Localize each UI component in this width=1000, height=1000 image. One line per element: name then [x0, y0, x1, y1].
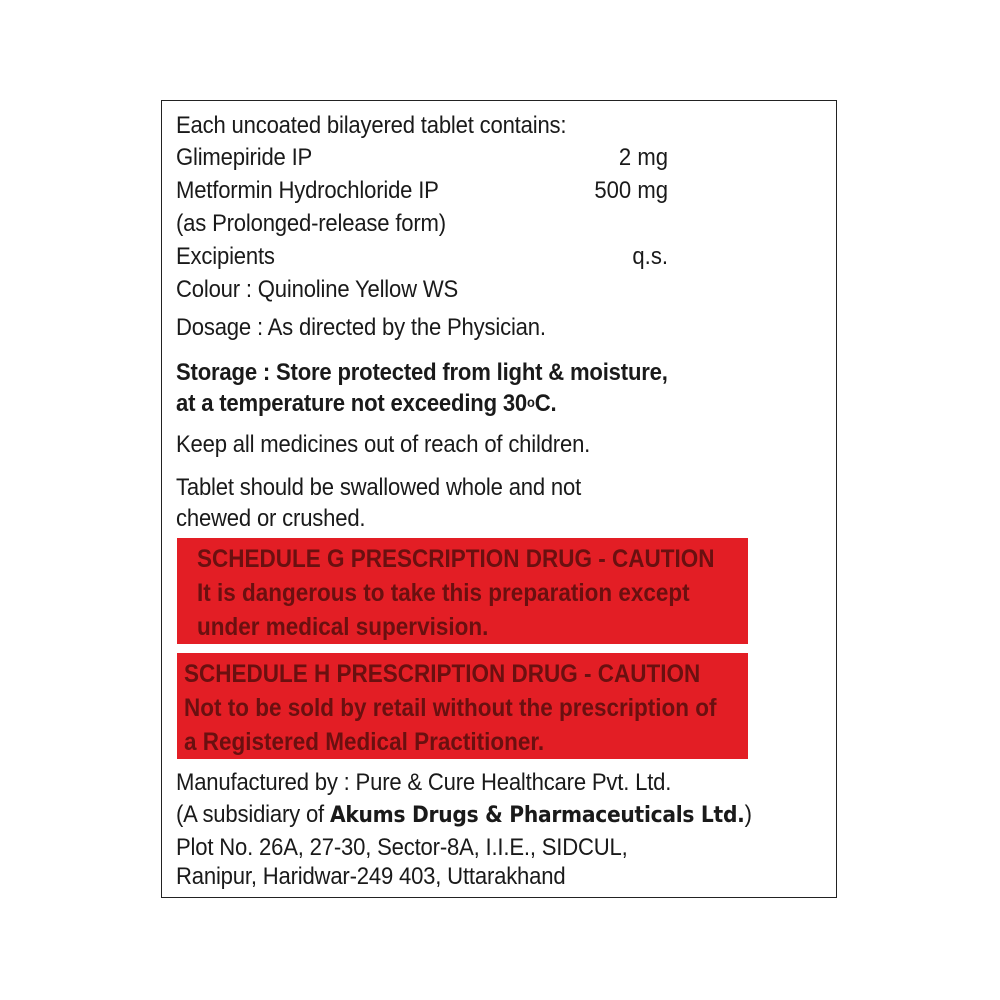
dosage-line: Dosage : As directed by the Physician.: [176, 314, 546, 341]
swallow-line-1: Tablet should be swallowed whole and not: [176, 474, 582, 501]
children-warning: Keep all medicines out of reach of children.: [176, 431, 591, 458]
composition-heading: Each uncoated bilayered tablet contains:: [176, 112, 567, 139]
subsidiary-prefix: (A subsidiary of: [176, 801, 330, 828]
storage-line-2: [176, 389, 556, 419]
storage-line-1: Storage : Store protected from light & moisture,: [176, 359, 668, 386]
schedule-g-line-2: It is dangerous to take this preparation except: [197, 579, 690, 607]
degree-mark: o: [527, 394, 535, 410]
ingredient-name-3: (as Prolonged-release form): [176, 210, 446, 237]
parent-brand-name: Akums Drugs & Pharmaceuticals Ltd.: [329, 803, 745, 828]
schedule-h-caution-box: [177, 653, 748, 759]
schedule-g-title: SCHEDULE G PRESCRIPTION DRUG - CAUTION: [197, 545, 715, 573]
ingredient-name-2: Metformin Hydrochloride IP: [176, 177, 439, 204]
address-line-1: Plot No. 26A, 27-30, Sector-8A, I.I.E., SIDCUL,: [176, 834, 628, 861]
schedule-g-line-3: under medical supervision.: [197, 613, 489, 641]
address-line-2: Ranipur, Haridwar-249 403, Uttarakhand: [176, 863, 566, 890]
schedule-h-line-2: Not to be sold by retail without the prescription of: [184, 694, 717, 722]
schedule-h-title: SCHEDULE H PRESCRIPTION DRUG - CAUTION: [184, 660, 701, 688]
schedule-h-line-3: a Registered Medical Practitioner.: [184, 728, 545, 756]
ingredient-name-4: Excipients: [176, 243, 275, 270]
ingredient-name-1: Glimepiride IP: [176, 144, 313, 171]
ingredient-amount-4: q.s.: [632, 243, 668, 270]
colour-line: Colour : Quinoline Yellow WS: [176, 276, 459, 303]
subsidiary-line: [176, 800, 752, 831]
ingredient-amount-1: 2 mg: [618, 144, 668, 171]
subsidiary-suffix: ): [744, 801, 752, 828]
storage-line-2-unit: C.: [534, 390, 557, 417]
storage-line-2-text: at a temperature not exceeding 30: [176, 390, 528, 417]
schedule-g-caution-box: [177, 538, 748, 644]
ingredient-amount-2: 500 mg: [594, 177, 668, 204]
swallow-line-2: chewed or crushed.: [176, 505, 366, 532]
manufacturer-line: Manufactured by : Pure & Cure Healthcare Pvt. Ltd.: [176, 769, 672, 796]
